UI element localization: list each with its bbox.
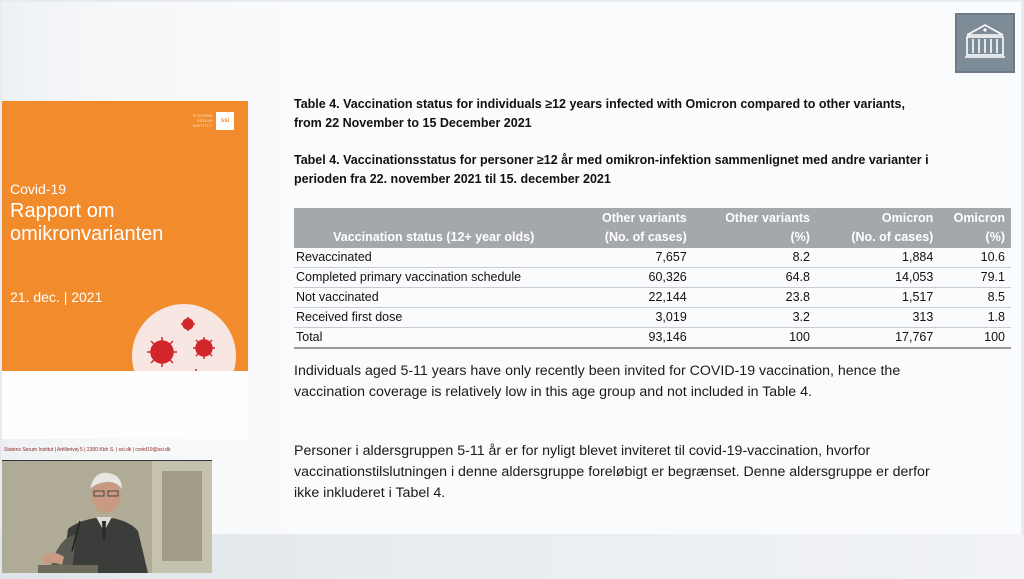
table-row xyxy=(294,268,1011,288)
column-header-omicron-cases xyxy=(816,208,939,248)
column-header-other-cases-line2: (No. of cases) xyxy=(604,230,687,244)
row-label: Completed primary vaccination schedule xyxy=(294,268,573,288)
column-header-omicron-percent-line2: (%) xyxy=(985,230,1005,244)
table-cell: 3.2 xyxy=(693,308,816,328)
table-cell: 8.5 xyxy=(939,288,1011,308)
table-cell: 100 xyxy=(939,328,1011,349)
row-label: Not vaccinated xyxy=(294,288,573,308)
table-cell: 14,053 xyxy=(816,268,939,288)
ssi-logo: ssi xyxy=(216,112,234,130)
column-header-status-line1: Vaccination status (12+ year olds) xyxy=(333,230,535,244)
table-cell: 3,019 xyxy=(573,308,692,328)
table-cell: 7,657 xyxy=(573,248,692,268)
cover-institute-text: STATENS SERUM INSTITUT xyxy=(192,113,213,128)
table-cell: 93,146 xyxy=(573,328,692,349)
table-cell: 23.8 xyxy=(693,288,816,308)
cover-date: 21. dec. | 2021 xyxy=(10,289,103,305)
table-cell: 1,517 xyxy=(816,288,939,308)
table-row xyxy=(294,288,1011,308)
table-cell: 79.1 xyxy=(939,268,1011,288)
table-header-row xyxy=(294,208,1011,248)
table-cell: 60,326 xyxy=(573,268,692,288)
table-cell: 1.8 xyxy=(939,308,1011,328)
table-cell: 1,884 xyxy=(816,248,939,268)
column-header-omicron-cases-line1: Omicron xyxy=(881,211,934,225)
table-cell: 17,767 xyxy=(816,328,939,349)
table-heading-danish: Tabel 4. Vaccinationsstatus for personer ≥12 år med omikron-infektion sammenlignet med andre varianter i perioden fra 22. november 2021 til 15. december 2021 xyxy=(294,153,929,186)
column-header-omicron-percent-line1: Omicron xyxy=(953,211,1005,225)
row-label: Total xyxy=(294,328,573,349)
table-row xyxy=(294,248,1011,268)
note-danish: Personer i aldersgruppen 5-11 år er for nyligt blevet inviteret til covid-19-vaccination, hvorfor vaccinationstilslutningen i denne aldersgruppe foreløbigt er begrænset. Denne aldersgruppe er derfor ikke inkluderet i Tabel 4. xyxy=(294,443,930,501)
report-cover xyxy=(2,101,248,371)
column-header-omicron-cases-line2: (No. of cases) xyxy=(851,230,934,244)
cover-footer: Statens Serum Institut | Artillerivej 5 | 2300 Kbh S. | ssi.dk | covid19@ssi.dk xyxy=(4,447,171,453)
column-header-other-percent-line2: (%) xyxy=(790,230,810,244)
table-cell: 22,144 xyxy=(573,288,692,308)
column-header-omicron-percent xyxy=(939,208,1011,248)
building-logo-icon xyxy=(955,13,1015,73)
column-header-other-cases xyxy=(573,208,692,248)
table-cell: 10.6 xyxy=(939,248,1011,268)
webcam-feed xyxy=(2,460,212,573)
note-english: Individuals aged 5-11 years have only recently been invited for COVID-19 vaccination, hence the vaccination coverage is relatively low in this age group and not included in Table 4. xyxy=(294,363,901,400)
table-cell: 8.2 xyxy=(693,248,816,268)
cover-lower-panel xyxy=(2,371,248,439)
cover-title: Rapport om omikronvarianten xyxy=(10,200,164,245)
row-label: Received first dose xyxy=(294,308,573,328)
table-cell: 64.8 xyxy=(693,268,816,288)
vaccination-status-table xyxy=(294,208,1011,349)
table-cell: 313 xyxy=(816,308,939,328)
table-heading-english: Table 4. Vaccination status for individuals ≥12 years infected with Omicron compared to other variants, from 22 November to 15 December 2021 xyxy=(294,97,905,130)
speaker-video xyxy=(2,461,212,573)
table-total-row xyxy=(294,328,1011,349)
cover-kicker: Covid-19 xyxy=(10,181,67,197)
table-cell: 100 xyxy=(693,328,816,349)
row-label: Revaccinated xyxy=(294,248,573,268)
column-header-other-percent-line1: Other variants xyxy=(725,211,810,225)
column-header-status xyxy=(294,208,573,248)
table-row xyxy=(294,308,1011,328)
column-header-other-cases-line1: Other variants xyxy=(602,211,687,225)
column-header-other-percent xyxy=(693,208,816,248)
